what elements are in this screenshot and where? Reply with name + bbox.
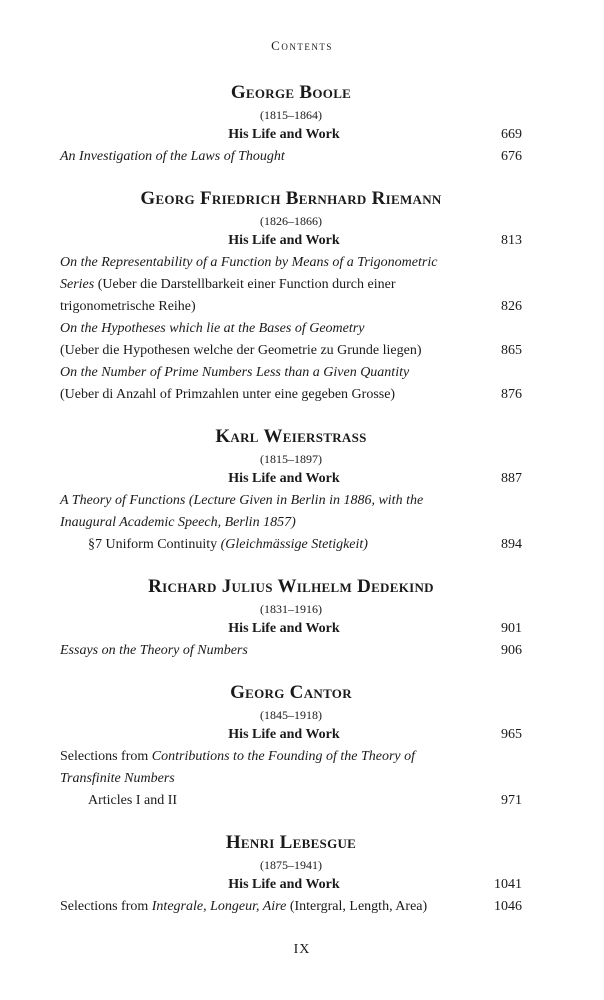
author-name: Georg Cantor bbox=[230, 682, 352, 703]
section-riemann bbox=[60, 186, 522, 406]
page-number: 865 bbox=[501, 343, 522, 358]
entry-title-italic: Series bbox=[60, 277, 95, 292]
entry-title: His Life and Work bbox=[228, 621, 340, 636]
life-and-work-entry bbox=[60, 124, 522, 146]
entry-title-italic: On the Hypotheses which lie at the Bases of Geometry bbox=[60, 321, 365, 336]
entry-title: His Life and Work bbox=[228, 727, 340, 742]
life-and-work-entry bbox=[60, 468, 522, 490]
life-and-work-entry bbox=[60, 874, 522, 896]
section-boole bbox=[60, 80, 522, 168]
section-dedekind bbox=[60, 574, 522, 662]
contents-list bbox=[60, 80, 522, 936]
page-number: 676 bbox=[501, 149, 522, 164]
author-name: Georg Friedrich Bernhard Riemann bbox=[140, 188, 442, 209]
author-dates: (1831–1916) bbox=[260, 602, 322, 616]
sub-entry-italic: (Gleichmässige Stetigkeit) bbox=[220, 537, 368, 552]
toc-entry bbox=[60, 490, 522, 556]
page-number: 669 bbox=[501, 127, 522, 142]
entry-subtitle: (Ueber di Anzahl of Primzahlen unter eine gegeben Grosse) bbox=[60, 387, 396, 402]
author-dates: (1815–1897) bbox=[260, 452, 322, 466]
page-number: 906 bbox=[501, 643, 522, 658]
entry-title: Essays on the Theory of Numbers bbox=[60, 643, 248, 658]
entry-title bbox=[60, 746, 494, 812]
author-dates: (1815–1864) bbox=[260, 108, 322, 122]
author-name: Richard Julius Wilhelm Dedekind bbox=[148, 576, 434, 597]
entry-title-italic: Transfinite Numbers bbox=[60, 771, 175, 786]
toc-entry bbox=[60, 146, 522, 168]
page-number: 826 bbox=[501, 299, 522, 314]
sub-entry-text: §7 Uniform Continuity bbox=[88, 537, 221, 552]
section-cantor bbox=[60, 680, 522, 812]
entry-title: An Investigation of the Laws of Thought bbox=[60, 149, 285, 164]
section-weierstrass bbox=[60, 424, 522, 556]
entry-title bbox=[60, 490, 494, 556]
entry-title bbox=[60, 318, 494, 362]
entry-title-italic: Inaugural Academic Speech, Berlin 1857) bbox=[60, 515, 296, 530]
entry-subtitle: (Ueber die Hypothesen welche der Geometrie zu Grunde liegen) bbox=[60, 343, 422, 358]
toc-entry bbox=[60, 896, 522, 918]
author-dates: (1845–1918) bbox=[260, 708, 322, 722]
entry-title bbox=[60, 252, 494, 318]
entry-title-italic: A Theory of Functions (Lecture Given in Berlin in 1886, with the bbox=[60, 493, 424, 508]
entry-title-german: trigonometrische Reihe) bbox=[60, 299, 196, 314]
page-number-footer: IX bbox=[293, 942, 311, 957]
entry-title: His Life and Work bbox=[228, 233, 340, 248]
entry-suffix: (Intergral, Length, Area) bbox=[286, 899, 428, 914]
entry-title-italic: Contributions to the Founding of the Theory of bbox=[151, 749, 416, 764]
page-header: Contents bbox=[271, 38, 333, 53]
page-number: 971 bbox=[501, 793, 522, 808]
life-and-work-entry bbox=[60, 618, 522, 640]
entry-title bbox=[60, 362, 494, 406]
page-number: 901 bbox=[501, 621, 522, 636]
page-number: 965 bbox=[501, 727, 522, 742]
entry-title-german: (Ueber die Darstellbarkeit einer Function durch einer bbox=[94, 277, 396, 292]
toc-entry bbox=[60, 640, 522, 662]
entry-title-italic: Integrale, Longeur, Aire bbox=[151, 899, 287, 914]
page-number: 1041 bbox=[494, 877, 522, 892]
entry-title-italic: On the Number of Prime Numbers Less than a Given Quantity bbox=[60, 365, 410, 380]
toc-entry bbox=[60, 746, 522, 812]
author-name: Karl Weierstrass bbox=[215, 426, 367, 447]
entry-title: His Life and Work bbox=[228, 127, 340, 142]
toc-entry bbox=[60, 362, 522, 406]
page-number: 813 bbox=[501, 233, 522, 248]
author-dates: (1875–1941) bbox=[260, 858, 322, 872]
entry-prefix: Selections from bbox=[60, 899, 152, 914]
entry-title: His Life and Work bbox=[228, 877, 340, 892]
entry-prefix: Selections from bbox=[60, 749, 152, 764]
toc-entry bbox=[60, 252, 522, 318]
page-number: 876 bbox=[501, 387, 522, 402]
section-lebesgue bbox=[60, 830, 522, 918]
toc-entry bbox=[60, 318, 522, 362]
page-number: 887 bbox=[501, 471, 522, 486]
sub-entry bbox=[60, 537, 368, 552]
author-dates: (1826–1866) bbox=[260, 214, 322, 228]
life-and-work-entry bbox=[60, 230, 522, 252]
page-number: 1046 bbox=[494, 899, 522, 914]
author-name: Henri Lebesgue bbox=[225, 832, 357, 853]
page-number: 894 bbox=[501, 537, 522, 552]
sub-entry-text: Articles I and II bbox=[88, 793, 178, 808]
entry-title: His Life and Work bbox=[228, 471, 340, 486]
entry-title bbox=[60, 896, 494, 918]
entry-title-italic: On the Representability of a Function by Means of a Trigonometric bbox=[60, 255, 438, 270]
author-name: George Boole bbox=[230, 82, 352, 103]
life-and-work-entry bbox=[60, 724, 522, 746]
